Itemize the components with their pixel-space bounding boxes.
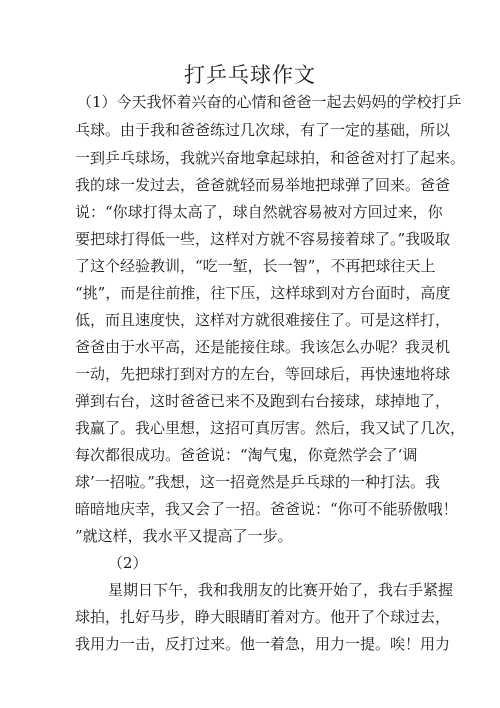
text-line: 我赢了。我心里想，这招可真厉害。然后，我又试了几次，: [75, 419, 466, 437]
text-line: 一到乒乓球场，我就兴奋地拿起球拍，和爸爸对打了起来。: [75, 149, 466, 167]
text-line: 我的球一发过去，爸爸就轻而易举地把球弹了回来。爸爸: [75, 176, 451, 194]
text-line: 球拍，扎好马步，睁大眼睛盯着对方。他开了个球过去，: [75, 608, 451, 626]
section-heading: （2）: [108, 554, 148, 572]
text-line: 低，而且速度快，这样对方就很难接住了。可是这样打，: [75, 311, 451, 329]
text-line: ”就这样，我水平又提高了一步。: [75, 527, 293, 545]
text-line: 乓球。由于我和爸爸练过几次球，有了一定的基础，所以: [75, 121, 451, 139]
text-line: 了这个经验教训，“吃一堑，长一智”，不再把球往天上: [75, 257, 436, 275]
text-line: 一动，先把球打到对方的左台，等回球后，再快速地将球: [75, 365, 451, 383]
text-line: 星期日下午，我和我朋友的比赛开始了，我右手紧握: [108, 581, 454, 599]
document-title: 打乒乓球作文: [184, 63, 316, 87]
text-line: 爸爸由于水平高，还是能接住球。我该怎么办呢？我灵机: [75, 338, 451, 356]
text-line: 我用力一击，反打过来。他一着急，用力一提。唉！用力: [75, 635, 451, 653]
text-line: 说：“你球打得太高了，球自然就容易被对方回过来，你: [75, 203, 443, 221]
text-line: 弹到右台，这时爸爸已来不及跑到右台接球，球掉地了，: [75, 392, 451, 410]
text-line: “挑”，而是往前推，往下压，这样球到对方台面时，高度: [75, 284, 451, 302]
text-line: 要把球打得低一些，这样对方就不容易接着球了。”我吸取: [75, 230, 451, 248]
text-line: 每次都很成功。爸爸说：“淘气鬼，你竟然学会了‘调: [75, 446, 418, 464]
text-line: 暗暗地庆幸，我又会了一招。爸爸说：“你可不能骄傲哦！: [75, 500, 458, 518]
text-line: 球’一招啦。”我想，这一招竟然是乒乓球的一种打法。我: [75, 473, 440, 491]
text-line: （1）今天我怀着兴奋的心情和爸爸一起去妈妈的学校打乒: [77, 93, 462, 111]
